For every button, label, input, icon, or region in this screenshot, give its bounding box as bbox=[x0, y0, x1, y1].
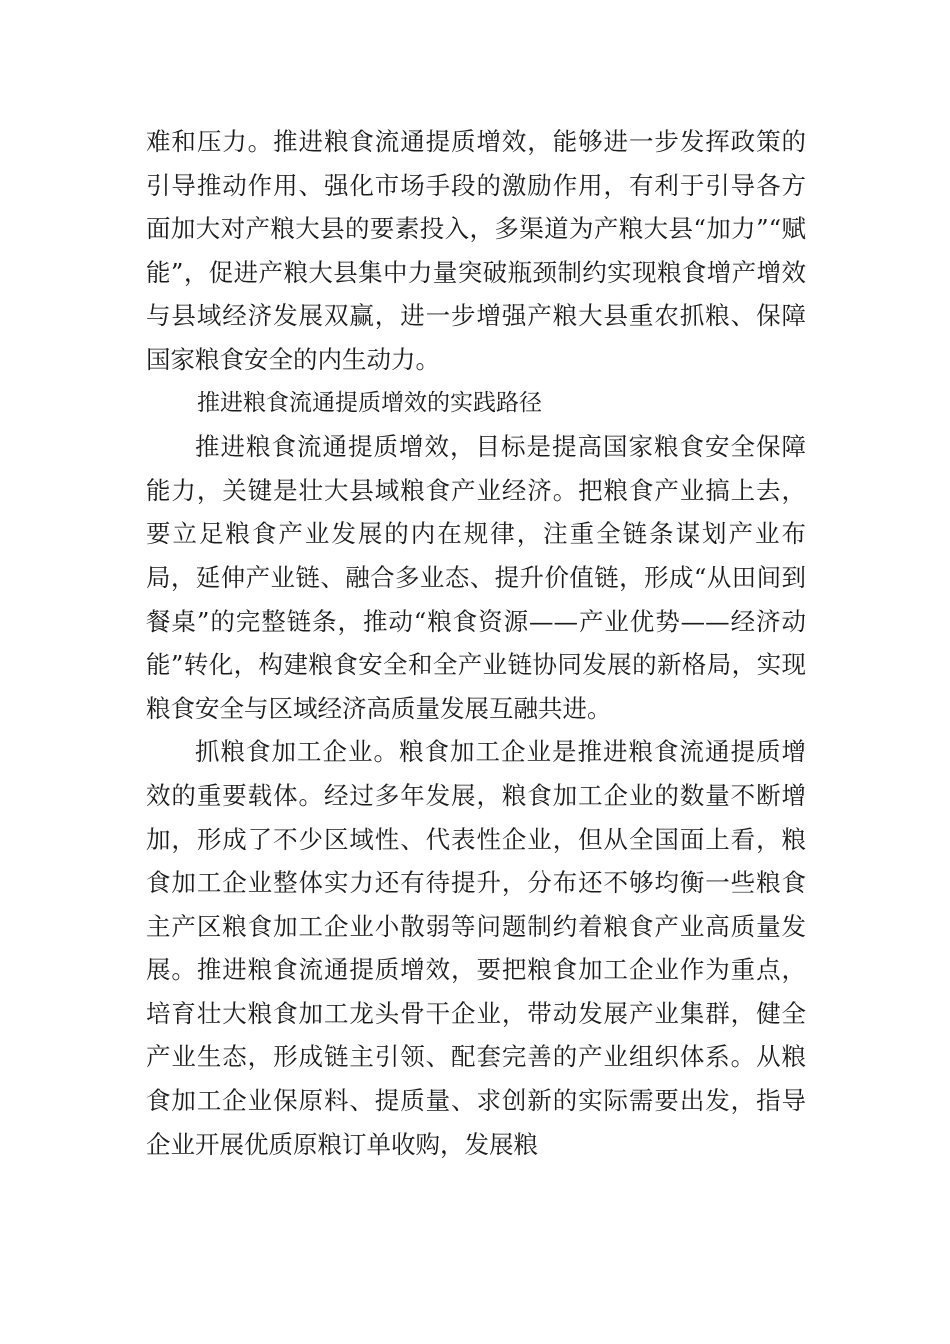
paragraph-goal: 推进粮食流通提质增效，目标是提高国家粮食安全保障能力，关键是壮大县域粮食产业经济。把粮食产业搞上去，要立足粮食产业发展的内在规律，注重全链条谋划产业布局，延伸产业链、融合多业态、提升价值链，形成“从田间到餐桌”的完整链条，推动“粮食资源——产业优势——经济动能”转化，构建粮食安全和全产业链协同发展的新格局，实现粮食安全与区域经济高质量发展互融共进。 bbox=[146, 432, 806, 723]
section-heading: 推进粮食流通提质增效的实践路径 bbox=[197, 389, 542, 416]
paragraph-processing-enterprises: 抓粮食加工企业。粮食加工企业是推进粮食流通提质增效的重要载体。经过多年发展，粮食加工企业的数量不断增加，形成了不少区域性、代表性企业，但从全国面上看，粮食加工企业整体实力还有待提升，分布还不够均衡一些粮食主产区粮食加工企业小散弱等问题制约着粮食产业高质量发展。推进粮食流通提质增效，要把粮食加工企业作为重点，培育壮大粮食加工龙头骨干企业，带动发展产业集群，健全产业生态，形成链主引领、配套完善的产业组织体系。从粮食加工企业保原料、提质量、求创新的实际需要出发，指导企业开展优质原粮订单收购，发展粮 bbox=[146, 737, 806, 1159]
paragraph-intro: 难和压力。推进粮食流通提质增效，能够进一步发挥政策的引导推动作用、强化市场手段的激励作用，有利于引导各方面加大对产粮大县的要素投入，多渠道为产粮大县“加力”“赋能”，促进产粮大县集中力量突破瓶颈制约实现粮食增产增效与县域经济发展双赢，进一步增强产粮大县重农抓粮、保障国家粮食安全的内生动力。 bbox=[146, 127, 806, 374]
document-page bbox=[146, 120, 806, 1166]
